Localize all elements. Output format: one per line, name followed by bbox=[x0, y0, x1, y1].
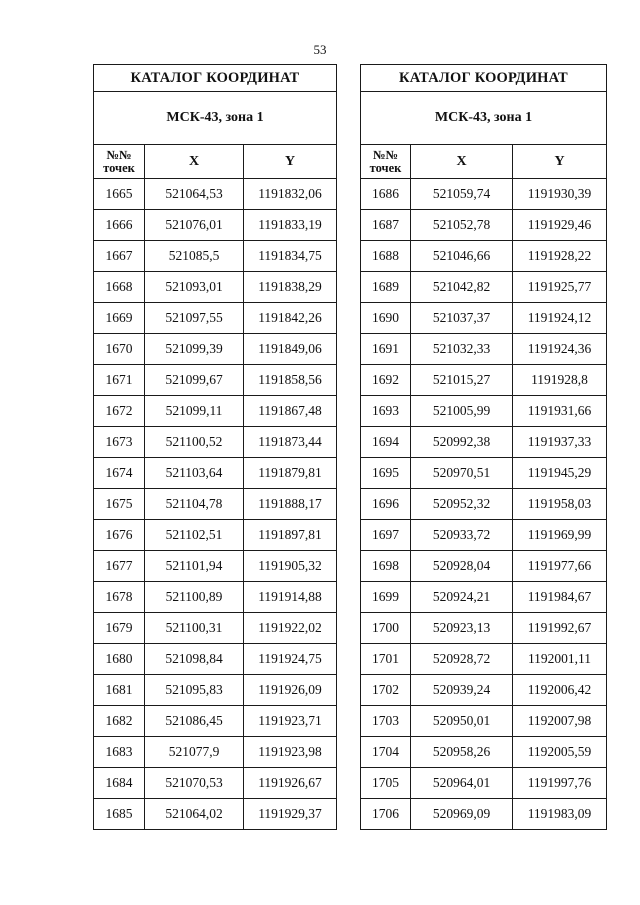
y-coordinate-cell: 1192007,98 bbox=[513, 706, 607, 737]
point-number-cell: 1670 bbox=[94, 334, 145, 365]
coordinate-system-subtitle: МСК-43, зона 1 bbox=[361, 92, 607, 145]
x-coordinate-cell: 521059,74 bbox=[411, 179, 513, 210]
x-coordinate-cell: 521037,37 bbox=[411, 303, 513, 334]
table-row bbox=[94, 737, 337, 768]
point-number-cell: 1705 bbox=[361, 768, 411, 799]
x-coordinate-cell: 521100,52 bbox=[145, 427, 244, 458]
table-row bbox=[361, 179, 607, 210]
x-coordinate-cell: 520952,32 bbox=[411, 489, 513, 520]
y-coordinate-cell: 1191928,8 bbox=[513, 365, 607, 396]
table-row bbox=[361, 706, 607, 737]
point-number-cell: 1693 bbox=[361, 396, 411, 427]
coordinate-rows bbox=[94, 179, 337, 830]
point-number-header-line2: точек bbox=[369, 160, 402, 175]
x-coordinate-cell: 521076,01 bbox=[145, 210, 244, 241]
y-coordinate-cell: 1191833,19 bbox=[244, 210, 337, 241]
table-row bbox=[94, 427, 337, 458]
coordinate-catalog-right bbox=[360, 64, 607, 830]
table-row bbox=[361, 768, 607, 799]
point-number-cell: 1702 bbox=[361, 675, 411, 706]
x-coordinate-cell: 520964,01 bbox=[411, 768, 513, 799]
point-number-cell: 1672 bbox=[94, 396, 145, 427]
y-coordinate-cell: 1191923,71 bbox=[244, 706, 337, 737]
coordinate-catalog-left bbox=[93, 64, 337, 830]
table-row bbox=[361, 613, 607, 644]
x-coordinate-cell: 520950,01 bbox=[411, 706, 513, 737]
point-number-cell: 1699 bbox=[361, 582, 411, 613]
y-coordinate-cell: 1191867,48 bbox=[244, 396, 337, 427]
y-coordinate-cell: 1191924,12 bbox=[513, 303, 607, 334]
y-coordinate-cell: 1191977,66 bbox=[513, 551, 607, 582]
y-coordinate-cell: 1191842,26 bbox=[244, 303, 337, 334]
point-number-cell: 1688 bbox=[361, 241, 411, 272]
x-coordinate-cell: 521085,5 bbox=[145, 241, 244, 272]
y-coordinate-cell: 1191888,17 bbox=[244, 489, 337, 520]
catalog-title: КАТАЛОГ КООРДИНАТ bbox=[94, 65, 337, 92]
point-number-cell: 1665 bbox=[94, 179, 145, 210]
table-row bbox=[94, 272, 337, 303]
x-coordinate-cell: 521101,94 bbox=[145, 551, 244, 582]
x-coordinate-cell: 520970,51 bbox=[411, 458, 513, 489]
y-coordinate-cell: 1192006,42 bbox=[513, 675, 607, 706]
y-coordinate-cell: 1192001,11 bbox=[513, 644, 607, 675]
table-row bbox=[94, 303, 337, 334]
table-row bbox=[361, 427, 607, 458]
table-row bbox=[94, 706, 337, 737]
x-coordinate-cell: 521099,67 bbox=[145, 365, 244, 396]
table-row bbox=[361, 675, 607, 706]
point-number-cell: 1679 bbox=[94, 613, 145, 644]
x-coordinate-cell: 520933,72 bbox=[411, 520, 513, 551]
y-coordinate-cell: 1191992,67 bbox=[513, 613, 607, 644]
table-row bbox=[361, 272, 607, 303]
point-number-cell: 1704 bbox=[361, 737, 411, 768]
y-coordinate-cell: 1191929,37 bbox=[244, 799, 337, 830]
catalog-title: КАТАЛОГ КООРДИНАТ bbox=[361, 65, 607, 92]
table-row bbox=[94, 799, 337, 830]
x-coordinate-cell: 521098,84 bbox=[145, 644, 244, 675]
table-row bbox=[94, 396, 337, 427]
y-coordinate-cell: 1191958,03 bbox=[513, 489, 607, 520]
table-row bbox=[361, 489, 607, 520]
point-number-cell: 1706 bbox=[361, 799, 411, 830]
table-row bbox=[361, 396, 607, 427]
y-coordinate-cell: 1191922,02 bbox=[244, 613, 337, 644]
x-column-header: X bbox=[145, 145, 244, 179]
point-number-cell: 1680 bbox=[94, 644, 145, 675]
y-coordinate-cell: 1191928,22 bbox=[513, 241, 607, 272]
page-number: 53 bbox=[313, 42, 327, 57]
point-number-cell: 1668 bbox=[94, 272, 145, 303]
table-row bbox=[94, 365, 337, 396]
table-row bbox=[94, 551, 337, 582]
point-number-header bbox=[361, 145, 411, 179]
y-coordinate-cell: 1191926,09 bbox=[244, 675, 337, 706]
table-row bbox=[361, 644, 607, 675]
table-row bbox=[94, 520, 337, 551]
y-coordinate-cell: 1191924,36 bbox=[513, 334, 607, 365]
x-coordinate-cell: 521093,01 bbox=[145, 272, 244, 303]
x-coordinate-cell: 521099,39 bbox=[145, 334, 244, 365]
x-coordinate-cell: 521097,55 bbox=[145, 303, 244, 334]
x-coordinate-cell: 521052,78 bbox=[411, 210, 513, 241]
y-coordinate-cell: 1191997,76 bbox=[513, 768, 607, 799]
table-row bbox=[361, 737, 607, 768]
table-row bbox=[361, 582, 607, 613]
x-coordinate-cell: 520928,72 bbox=[411, 644, 513, 675]
table-row bbox=[94, 210, 337, 241]
point-number-cell: 1677 bbox=[94, 551, 145, 582]
y-coordinate-cell: 1191930,39 bbox=[513, 179, 607, 210]
x-coordinate-cell: 521103,64 bbox=[145, 458, 244, 489]
point-number-cell: 1695 bbox=[361, 458, 411, 489]
point-number-cell: 1676 bbox=[94, 520, 145, 551]
y-coordinate-cell: 1191834,75 bbox=[244, 241, 337, 272]
table-row bbox=[94, 582, 337, 613]
x-coordinate-cell: 521102,51 bbox=[145, 520, 244, 551]
y-coordinate-cell: 1191929,46 bbox=[513, 210, 607, 241]
point-number-cell: 1674 bbox=[94, 458, 145, 489]
y-coordinate-cell: 1191914,88 bbox=[244, 582, 337, 613]
point-number-cell: 1669 bbox=[94, 303, 145, 334]
point-number-cell: 1690 bbox=[361, 303, 411, 334]
table-row bbox=[361, 799, 607, 830]
x-coordinate-cell: 520958,26 bbox=[411, 737, 513, 768]
point-number-cell: 1686 bbox=[361, 179, 411, 210]
point-number-cell: 1671 bbox=[94, 365, 145, 396]
point-number-cell: 1701 bbox=[361, 644, 411, 675]
x-coordinate-cell: 521100,89 bbox=[145, 582, 244, 613]
x-coordinate-cell: 520923,13 bbox=[411, 613, 513, 644]
point-number-header-line1: №№ bbox=[372, 147, 399, 162]
table-row bbox=[94, 334, 337, 365]
x-coordinate-cell: 521046,66 bbox=[411, 241, 513, 272]
y-coordinate-cell: 1191849,06 bbox=[244, 334, 337, 365]
x-coordinate-cell: 521100,31 bbox=[145, 613, 244, 644]
table-row bbox=[361, 303, 607, 334]
table-row bbox=[361, 520, 607, 551]
y-coordinate-cell: 1191923,98 bbox=[244, 737, 337, 768]
point-number-cell: 1673 bbox=[94, 427, 145, 458]
point-number-header-line2: точек bbox=[103, 160, 135, 175]
point-number-cell: 1700 bbox=[361, 613, 411, 644]
point-number-cell: 1703 bbox=[361, 706, 411, 737]
x-coordinate-cell: 521099,11 bbox=[145, 396, 244, 427]
y-coordinate-cell: 1191858,56 bbox=[244, 365, 337, 396]
x-coordinate-cell: 521064,02 bbox=[145, 799, 244, 830]
y-column-header: Y bbox=[244, 145, 337, 179]
table-row bbox=[361, 210, 607, 241]
point-number-cell: 1682 bbox=[94, 706, 145, 737]
point-number-cell: 1685 bbox=[94, 799, 145, 830]
point-number-cell: 1666 bbox=[94, 210, 145, 241]
x-coordinate-cell: 521032,33 bbox=[411, 334, 513, 365]
table-row bbox=[361, 334, 607, 365]
y-coordinate-cell: 1191924,75 bbox=[244, 644, 337, 675]
table-row bbox=[361, 241, 607, 272]
x-coordinate-cell: 521095,83 bbox=[145, 675, 244, 706]
y-coordinate-cell: 1191925,77 bbox=[513, 272, 607, 303]
table-row bbox=[94, 489, 337, 520]
table-row bbox=[94, 675, 337, 706]
x-coordinate-cell: 521064,53 bbox=[145, 179, 244, 210]
table-row bbox=[94, 179, 337, 210]
point-number-cell: 1697 bbox=[361, 520, 411, 551]
y-column-header: Y bbox=[513, 145, 607, 179]
x-coordinate-cell: 520969,09 bbox=[411, 799, 513, 830]
x-coordinate-cell: 521086,45 bbox=[145, 706, 244, 737]
x-coordinate-cell: 521070,53 bbox=[145, 768, 244, 799]
table-row bbox=[361, 458, 607, 489]
table-row bbox=[94, 613, 337, 644]
point-number-cell: 1675 bbox=[94, 489, 145, 520]
x-coordinate-cell: 520992,38 bbox=[411, 427, 513, 458]
y-coordinate-cell: 1191983,09 bbox=[513, 799, 607, 830]
y-coordinate-cell: 1191969,99 bbox=[513, 520, 607, 551]
x-coordinate-cell: 521005,99 bbox=[411, 396, 513, 427]
coordinate-system-subtitle: МСК-43, зона 1 bbox=[94, 92, 337, 145]
y-coordinate-cell: 1191926,67 bbox=[244, 768, 337, 799]
x-column-header: X bbox=[411, 145, 513, 179]
point-number-cell: 1681 bbox=[94, 675, 145, 706]
table-row bbox=[94, 768, 337, 799]
point-number-header bbox=[94, 145, 145, 179]
point-number-cell: 1698 bbox=[361, 551, 411, 582]
coordinate-rows bbox=[361, 179, 607, 830]
y-coordinate-cell: 1191905,32 bbox=[244, 551, 337, 582]
table-row bbox=[361, 365, 607, 396]
y-coordinate-cell: 1191897,81 bbox=[244, 520, 337, 551]
y-coordinate-cell: 1191873,44 bbox=[244, 427, 337, 458]
point-number-cell: 1678 bbox=[94, 582, 145, 613]
x-coordinate-cell: 520939,24 bbox=[411, 675, 513, 706]
point-number-cell: 1687 bbox=[361, 210, 411, 241]
y-coordinate-cell: 1191838,29 bbox=[244, 272, 337, 303]
table-row bbox=[361, 551, 607, 582]
table-row bbox=[94, 458, 337, 489]
point-number-cell: 1694 bbox=[361, 427, 411, 458]
y-coordinate-cell: 1191832,06 bbox=[244, 179, 337, 210]
x-coordinate-cell: 520928,04 bbox=[411, 551, 513, 582]
point-number-cell: 1684 bbox=[94, 768, 145, 799]
point-number-cell: 1692 bbox=[361, 365, 411, 396]
x-coordinate-cell: 521077,9 bbox=[145, 737, 244, 768]
x-coordinate-cell: 521104,78 bbox=[145, 489, 244, 520]
point-number-cell: 1691 bbox=[361, 334, 411, 365]
y-coordinate-cell: 1192005,59 bbox=[513, 737, 607, 768]
y-coordinate-cell: 1191945,29 bbox=[513, 458, 607, 489]
table-row bbox=[94, 644, 337, 675]
point-number-cell: 1667 bbox=[94, 241, 145, 272]
point-number-cell: 1689 bbox=[361, 272, 411, 303]
point-number-header-line1: №№ bbox=[106, 147, 132, 162]
x-coordinate-cell: 520924,21 bbox=[411, 582, 513, 613]
y-coordinate-cell: 1191984,67 bbox=[513, 582, 607, 613]
x-coordinate-cell: 521015,27 bbox=[411, 365, 513, 396]
x-coordinate-cell: 521042,82 bbox=[411, 272, 513, 303]
y-coordinate-cell: 1191879,81 bbox=[244, 458, 337, 489]
point-number-cell: 1683 bbox=[94, 737, 145, 768]
point-number-cell: 1696 bbox=[361, 489, 411, 520]
table-row bbox=[94, 241, 337, 272]
y-coordinate-cell: 1191931,66 bbox=[513, 396, 607, 427]
y-coordinate-cell: 1191937,33 bbox=[513, 427, 607, 458]
